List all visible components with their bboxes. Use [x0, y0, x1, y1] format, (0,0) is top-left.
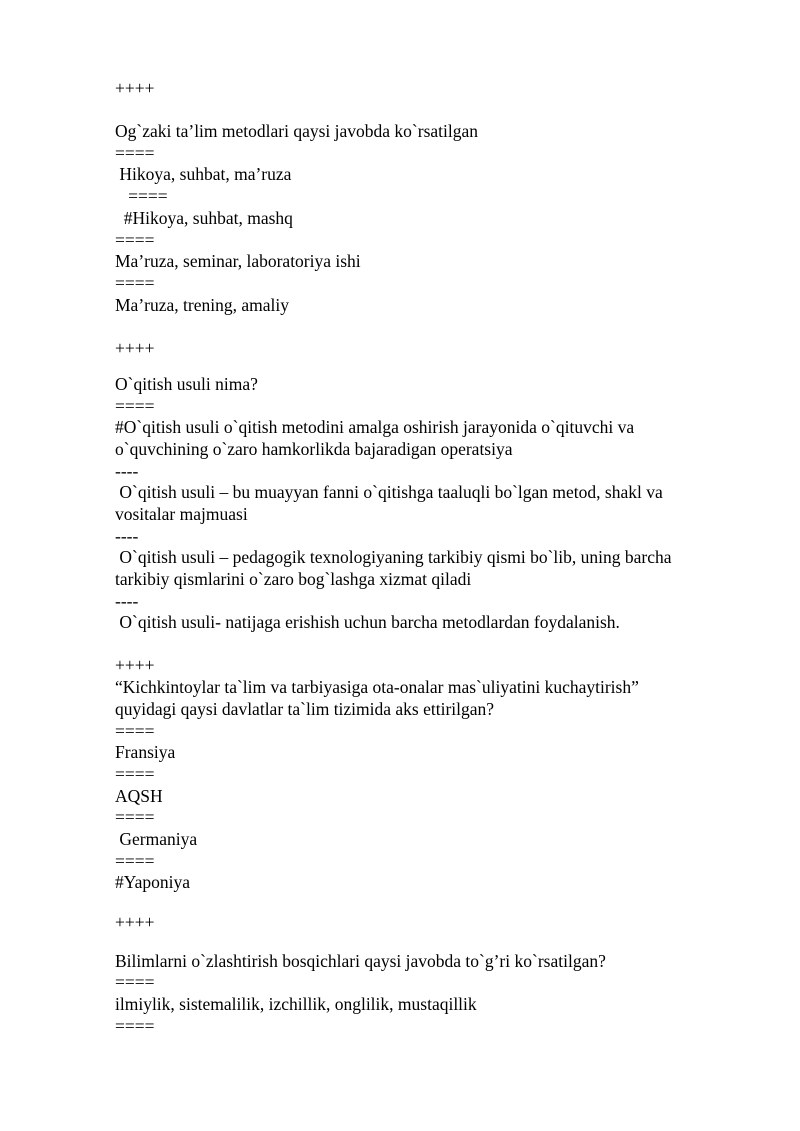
- separator-question: ++++: [115, 655, 155, 675]
- question-text: Og`zaki ta’lim metodlari qaysi javobda ko`rsatilgan: [115, 121, 479, 141]
- option-text: ilmiylik, sistemalilik, izchillik, onglilik, mustaqillik: [115, 994, 477, 1014]
- option-text: Ma’ruza, trening, amaliy: [115, 295, 289, 315]
- question-text: O`qitish usuli nima?: [115, 374, 258, 394]
- question-text: “Kichkintoylar ta`lim va tarbiyasiga ota-onalar mas`uliyatini kuchaytirish”: [115, 677, 639, 697]
- option-text-correct: #O`qitish usuli o`qitish metodini amalga oshirish jarayonida o`qituvchi va: [115, 417, 635, 437]
- option-text: O`qitish usuli – pedagogik texnologiyaning tarkibiy qismi bo`lib, uning barcha: [115, 547, 672, 567]
- separator-option: ====: [115, 721, 155, 741]
- option-text: Germaniya: [115, 829, 198, 849]
- separator-option: ====: [115, 273, 155, 293]
- separator-option: ====: [115, 851, 155, 871]
- question-text: Bilimlarni o`zlashtirish bosqichlari qaysi javobda to`g’ri ko`rsatilgan?: [115, 951, 606, 971]
- separator-option: ====: [115, 1016, 155, 1036]
- option-text-correct: o`quvchining o`zaro hamkorlikda bajaradigan operatsiya: [115, 439, 513, 459]
- separator-option: ====: [115, 186, 168, 206]
- separator-option: ----: [115, 526, 139, 546]
- separator-question: ++++: [115, 78, 155, 98]
- option-text: tarkibiy qismlarini o`zaro bog`lashga xizmat qiladi: [115, 569, 472, 589]
- separator-option: ----: [115, 461, 139, 481]
- separator-option: ====: [115, 807, 155, 827]
- option-text: Hikoya, suhbat, ma’ruza: [115, 164, 292, 184]
- option-text-correct: #Yaponiya: [115, 872, 191, 892]
- separator-question: ++++: [115, 912, 155, 932]
- separator-option: ====: [115, 143, 155, 163]
- separator-question: ++++: [115, 338, 155, 358]
- separator-option: ====: [115, 230, 155, 250]
- separator-option: ----: [115, 591, 139, 611]
- question-text: quyidagi qaysi davlatlar ta`lim tizimida aks ettirilgan?: [115, 699, 495, 719]
- separator-option: ====: [115, 396, 155, 416]
- separator-option: ====: [115, 972, 155, 992]
- option-text: Ma’ruza, seminar, laboratoriya ishi: [115, 251, 361, 271]
- option-text-correct: #Hikoya, suhbat, mashq: [115, 208, 293, 228]
- option-text: AQSH: [115, 786, 163, 806]
- separator-option: ====: [115, 764, 155, 784]
- option-text: Fransiya: [115, 742, 176, 762]
- option-text: O`qitish usuli- natijaga erishish uchun barcha metodlardan foydalanish.: [115, 612, 620, 632]
- option-text: vositalar majmuasi: [115, 504, 248, 524]
- option-text: O`qitish usuli – bu muayyan fanni o`qitishga taaluqli bo`lgan metod, shakl va: [115, 482, 663, 502]
